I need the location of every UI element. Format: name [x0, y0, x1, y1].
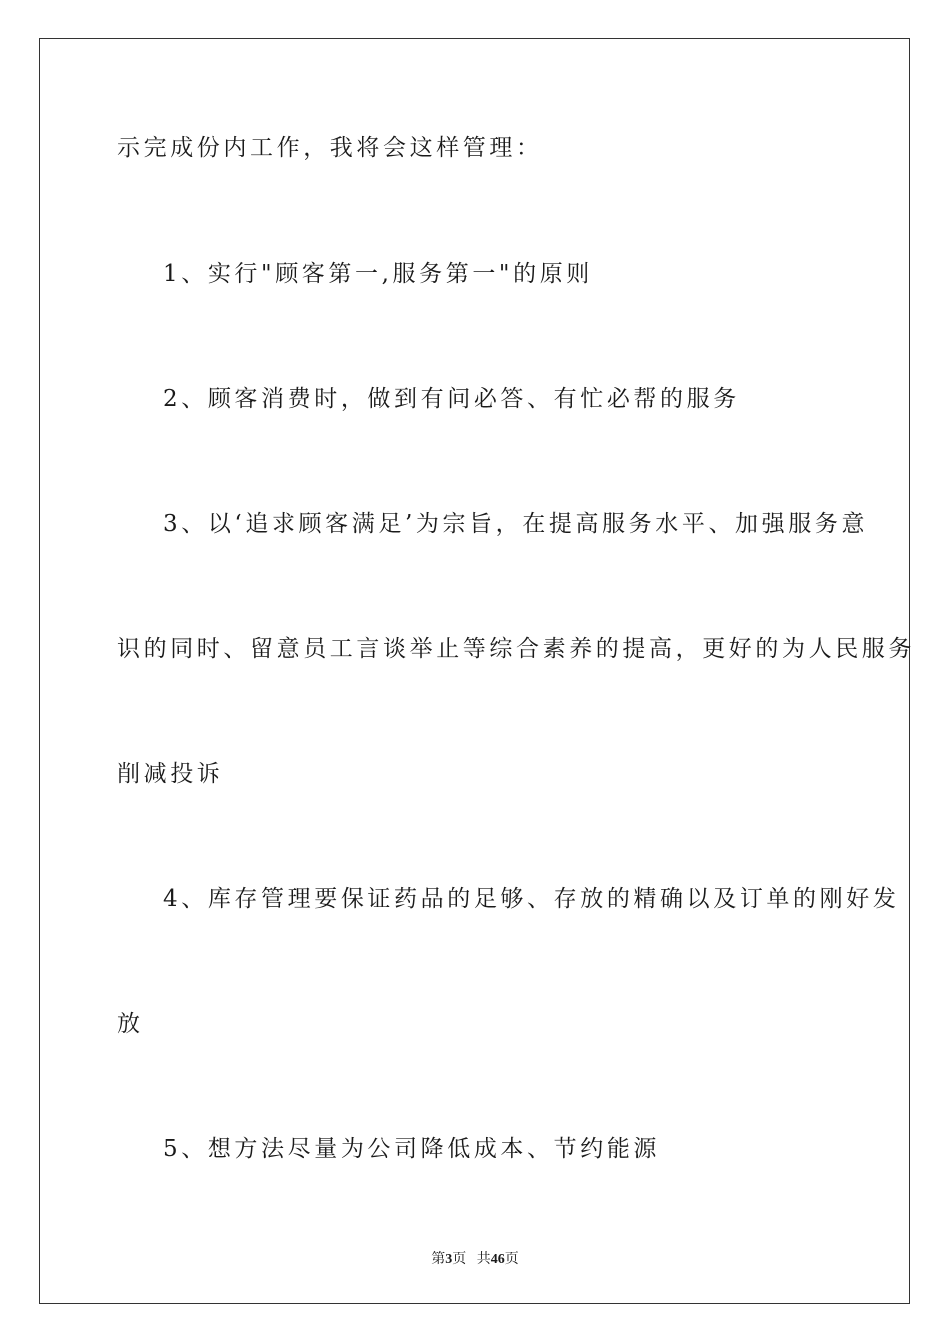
page-border: [39, 38, 910, 1304]
page-footer: [0, 1248, 950, 1268]
list-item-5: 5、想方法尽量为公司降低成本、节约能源: [163, 1136, 661, 1162]
total-suffix: 页: [504, 1252, 519, 1267]
text-line-1: 示完成份内工作，我将会这样管理：: [117, 135, 543, 161]
list-item-1: 1、实行"顾客第一,服务第一"的原则: [163, 261, 593, 287]
page-suffix: 页: [452, 1252, 467, 1267]
total-pages: 46: [490, 1252, 505, 1267]
page-number: 3: [445, 1252, 453, 1267]
list-item-4: 4、库存管理要保证药品的足够、存放的精确以及订单的刚好发: [163, 886, 900, 912]
list-item-3: 3、以‘追求顾客满足’为宗旨，在提高服务水平、加强服务意: [163, 511, 869, 537]
list-item-4-continued: 放: [117, 1011, 144, 1037]
total-prefix: 共: [476, 1252, 491, 1267]
list-item-3-continued-2: 削减投诉: [117, 761, 224, 787]
list-item-3-continued: 识的同时、留意员工言谈举止等综合素养的提高，更好的为人民服务: [117, 636, 915, 662]
list-item-2: 2、顾客消费时，做到有问必答、有忙必帮的服务: [163, 386, 740, 412]
page-prefix: 第: [431, 1252, 446, 1267]
